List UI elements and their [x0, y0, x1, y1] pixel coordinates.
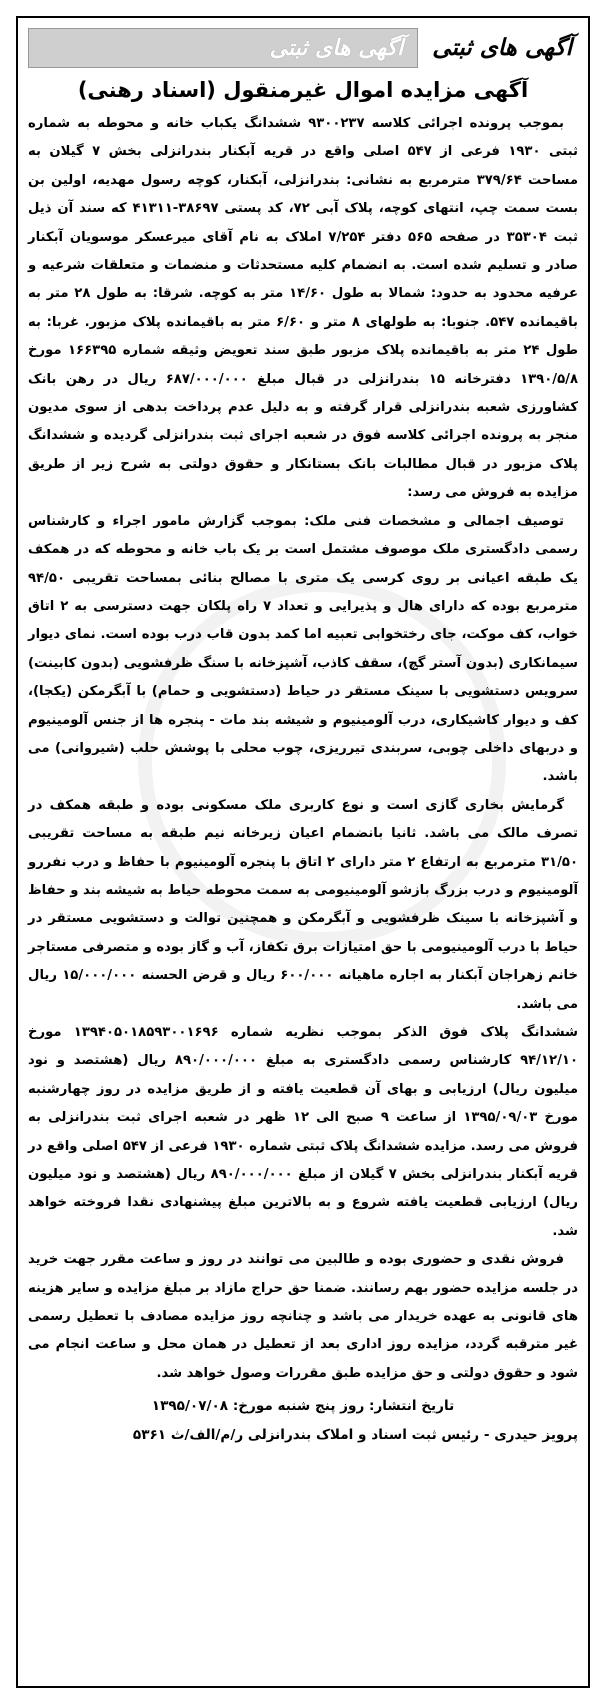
header-band [28, 28, 418, 68]
paragraph-valuation: ششدانگ پلاک فوق الذکر بموجب نظریه شماره ۱۳۹۴۰۵۰۱۸۵۹۳۰۰۱۶۹۶ مورخ ۹۴/۱۲/۱۰ کارشناس رسمی دادگستری به مبلغ ۸۹۰/۰۰۰/۰۰۰ ریال (هشتصد و نود میلیون ریال) ارزیابی و بهای آن قطعیت یافته و از طریق مزایده در روز چهارشنبه مورخ ۱۳۹۵/۰۹/۰۳ از ساعت ۹ صبح الی ۱۲ ظهر در شعبه اجرای ثبت بندرانزلی به فروش می رسد. مزایده ششدانگ پلاک ثبتی شماره ۱۹۳۰ فرعی از ۵۴۷ اصلی واقع در قریه آبکنار بندرانزلی بخش ۷ گیلان از مبلغ ۸۹۰/۰۰۰/۰۰۰ ریال (هشتصد و نود میلیون ریال) ارزیابی قطعیت یافته شروع و به بالاترین مبلغ پیشنهادی نقدا فروخته خواهد شد. [28, 1025, 579, 1239]
notice-frame [16, 16, 590, 1688]
section-title: آگهی های ثبتی [432, 35, 572, 61]
header-bar [28, 26, 578, 70]
notice-body [28, 110, 578, 1388]
notice-footer [28, 1392, 578, 1450]
signer-line: پرویز حیدری - رئیس ثبت اسناد و املاک بندرانزلی ر/م/الف/ث ۵۳۶۱ [132, 1427, 578, 1444]
notice-title: آگهی مزایده اموال غیرمنقول (اسناد رهنی) [77, 78, 529, 102]
paragraph-heating: گرمایش بخاری گازی است و نوع کاربری ملک مسکونی بوده و طبقه همکف در تصرف مالک می باشد. ثانیا بانضمام اعیان زیرخانه نیم طبقه به مساحت تقریبی ۳۱/۵۰ مترمربع به ارتفاع ۲ متر دارای ۲ اتاق با پنجره آلومینیوم با حفاظ و درب نفررو آلومینیوم و درب بزرگ بازشو آلومینیومی به سمت محوطه حیاط به شیشه بند و حفاظ و آشپزخانه با سینک ظرفشویی و آبگرمکن و همچنین توالت و دستشویی مستقر در حیاط با درب آلومینیومی با حق امتیازات برق تکفاز، آب و گاز بوده و متصرفی مستاجر خانم زهراجان آبکنار به اجاره ماهیانه ۶۰۰/۰۰۰ ریال و قرض الحسنه ۱۵/۰۰۰/۰۰۰ ریال می باشد. [27, 797, 579, 1012]
publish-date: تاریخ انتشار: روز پنج شنبه مورخ: ۱۳۹۵/۰۷/۰۸ [151, 1398, 455, 1415]
header-band-text: آگهی های ثبتی [269, 35, 404, 61]
paragraph-intro: بموجب پرونده اجرائی کلاسه ۹۳۰۰۲۳۷ ششدانگ یکباب خانه و محوطه به شماره ثبتی ۱۹۳۰ فرعی از ۵۴۷ اصلی واقع در قریه آبکنار بندرانزلی بخش ۷ گیلان به مساحت ۳۷۹/۶۴ مترمربع به نشانی: بندرانزلی، آبکنار، کوچه رسول مهدیه، اولین بن بست سمت چپ، انتهای کوچه، پلاک آبی ۷۲، کد پستی ۳۸۶۹۷-۴۱۳۱۱ که سند آن ذیل ثبت ۳۵۳۰۴ در صفحه ۵۶۵ دفتر ۷/۲۵۴ املاک به نام آقای میرعسکر موسویان آبکنار صادر و تسلیم شده است. به انضمام کلیه مستحدثات و منضمات و متعلقات شرعیه و عرفیه محدود به حدود: شمالا به طول ۱۴/۶۰ متر به کوچه. شرقا: به طول ۲۸ متر به باقیمانده ۵۴۷. جنوبا: به طولهای ۸ متر و ۶/۶۰ متر به باقیمانده پلاک مزبور. غربا: به طول ۲۴ متر به باقیمانده پلاک مزبور طبق سند تعویض وثیقه شماره ۱۶۶۳۹۵ مورخ ۱۳۹۰/۵/۸ دفترخانه ۱۵ بندرانزلی در قبال مبلغ ۶۸۷/۰۰۰/۰۰۰ ریال در رهن بانک کشاورزی شعبه بندرانزلی قرار گرفته و به دلیل عدم پرداخت بدهی از سوی مدیون منجر به پرونده اجرائی کلاسه فوق در شعبه اجرای ثبت بندرانزلی گردیده و ششدانگ پلاک مزبور در قبال مطالبات بانک بستانکار و حقوق دولتی به شرح زیر از طریق مزایده به فروش می رسد: [28, 116, 579, 501]
paragraph-terms: فروش نقدی و حضوری بوده و طالبین می توانند در روز و ساعت مقرر جهت خرید در جلسه مزایده حضور بهم رسانند. ضمنا حق حراج مازاد بر مبلغ مزایده و سایر هزینه های قانونی به عهده خریدار می باشد و چنانچه روز مزایده مصادف با تعطیل رسمی غیر مترقبه گردد، مزایده روز اداری بعد از تعطیل در همان محل و ساعت انجام می شود و حقوق دولتی و حق مزایده طبق مقررات وصول خواهد شد. [28, 1252, 578, 1381]
paragraph-description: توصیف اجمالی و مشخصات فنی ملک: بموجب گزارش مامور اجراء و کارشناس رسمی دادگستری ملک موصوف مشتمل است بر یک باب خانه و محوطه که در همکف یک طبقه اعیانی بر روی کرسی یک متری با مصالح بنائی بمساحت تقریبی ۹۴/۵۰ مترمربع بوده که دارای هال و پذیرایی و تعداد ۷ راه پلکان جهت دسترسی به ۲ اتاق خواب، کف موکت، جای رختخوابی تعبیه اما کمد بدون قاب درب بوده است. نمای دیوار سیمانکاری (بدون آستر گچ)، سقف کاذب، آشپزخانه با سنگ ظرفشویی (بدون کابینت) سرویس دستشویی با سینک مستقر در حیاط (دستشویی و حمام) با آبگرمکن (یکجا)، کف و دیوار کاشیکاری، درب آلومینیوم و شیشه بند مات - پنجره ها از جنس آلومینیوم و دربهای داخلی چوبی، سربندی تیرریزی، چوب محلی با پوشش حلب (شیروانی) می باشد. [28, 513, 578, 785]
